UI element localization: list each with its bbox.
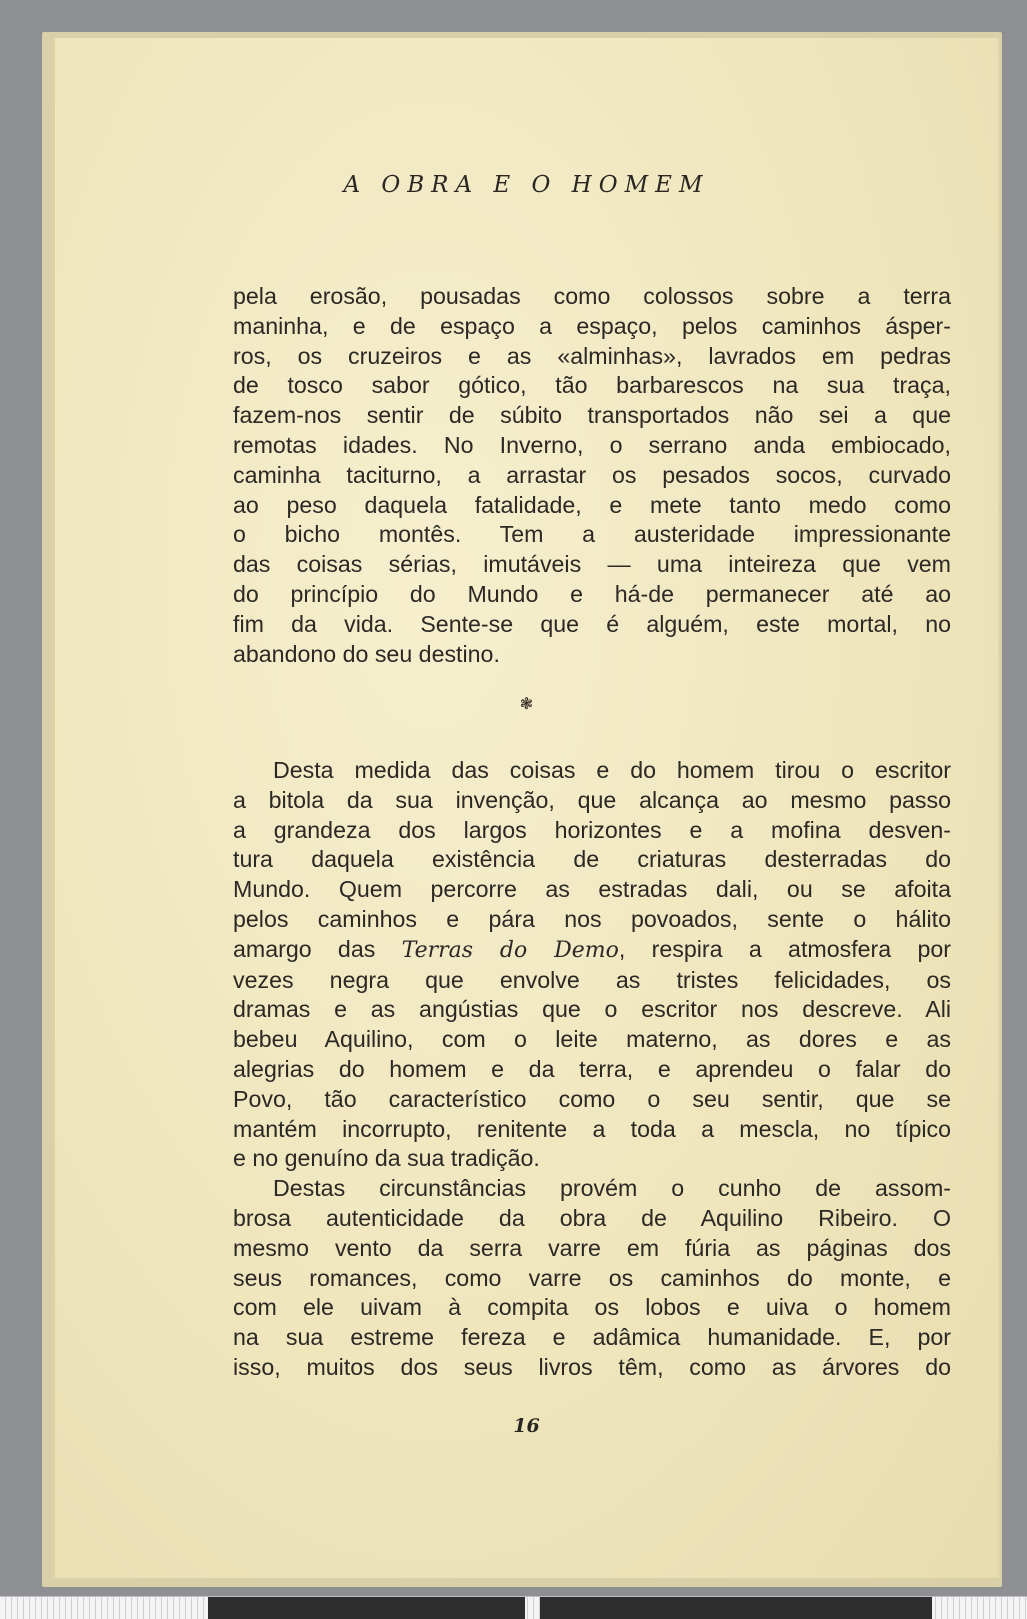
text-line: abandono do seu destino. bbox=[233, 640, 500, 667]
text-line: fazem-nos sentir de súbito transportados não sei a que bbox=[233, 402, 951, 429]
text-line: mesmo vento da serra varre em fúria as páginas dos bbox=[233, 1234, 951, 1261]
text-line: tura daquela existência de criaturas desterradas do bbox=[233, 846, 951, 873]
text-line: Mundo. Quem percorre as estradas dali, ou se afoita bbox=[233, 876, 951, 903]
text-line: Povo, tão característico como o seu sentir, que se bbox=[233, 1085, 951, 1112]
ruler-dark-segment bbox=[540, 1597, 932, 1619]
text-line: fim da vida. Sente-se que é alguém, este mortal, no bbox=[233, 610, 951, 637]
text-line: de tosco sabor gótico, tão barbarescos na sua traça, bbox=[233, 372, 951, 399]
book-title-italic: Terras do Demo bbox=[401, 937, 619, 963]
text-line: seus romances, como varre os caminhos do monte, e bbox=[233, 1264, 951, 1291]
text-line: vezes negra que envolve as tristes felicidades, os bbox=[233, 966, 951, 993]
text-line: a grandeza dos largos horizontes e a mofina desven- bbox=[233, 816, 951, 843]
text-line: pelos caminhos e pára nos povoados, sente o hálito bbox=[233, 905, 951, 932]
text-line: do princípio do Mundo e há-de permanecer até ao bbox=[233, 580, 951, 607]
paragraph-1 bbox=[233, 282, 951, 669]
text-line: das coisas sérias, imutáveis — uma inteireza que vem bbox=[233, 551, 951, 578]
text-fragment: , respira a atmosfera por bbox=[618, 935, 951, 962]
page-number: 16 bbox=[513, 1415, 540, 1437]
text-line: alegrias do homem e da terra, e aprendeu o falar do bbox=[233, 1055, 951, 1082]
ruler-dark-segment bbox=[208, 1597, 525, 1619]
text-line: e no genuíno da sua tradição. bbox=[233, 1145, 540, 1172]
running-head: A OBRA E O HOMEM bbox=[343, 172, 710, 198]
text-fragment: amargo das bbox=[233, 935, 402, 962]
text-line: ros, os cruzeiros e as «alminhas», lavrados em pedras bbox=[233, 342, 951, 369]
text-line: maninha, e de espaço a espaço, pelos caminhos ásper- bbox=[233, 312, 951, 339]
text-line: dramas e as angústias que o escritor nos descreve. Ali bbox=[233, 996, 951, 1023]
text-line: o bicho montês. Tem a austeridade impressionante bbox=[233, 521, 951, 548]
text-line: Desta medida das coisas e do homem tirou o escritor bbox=[273, 757, 951, 783]
text-line: ao peso daquela fatalidade, e mete tanto medo como bbox=[233, 491, 951, 518]
text-line: a bitola da sua invenção, que alcança ao mesmo passo bbox=[233, 786, 951, 813]
text-line: Destas circunstâncias provém o cunho de assom- bbox=[273, 1175, 951, 1202]
text-line: isso, muitos dos seus livros têm, como as árvores do bbox=[233, 1353, 951, 1380]
text-line: remotas idades. No Inverno, o serrano anda embiocado, bbox=[233, 431, 951, 458]
text-line: pela erosão, pousadas como colossos sobre a terra bbox=[233, 283, 951, 309]
text-line: mantém incorrupto, renitente a toda a mescla, no típico bbox=[233, 1115, 951, 1142]
paragraph-2 bbox=[233, 756, 951, 1383]
text-line: com ele uivam à compita os lobos e uiva o homem bbox=[233, 1294, 951, 1321]
text-line bbox=[233, 935, 951, 966]
scan-calibration-ruler bbox=[0, 1596, 1027, 1619]
section-ornament: ❃ bbox=[519, 694, 534, 713]
text-line: caminha taciturno, a arrastar os pesados socos, curvado bbox=[233, 461, 951, 488]
book-page bbox=[52, 38, 1000, 1578]
text-line: na sua estreme fereza e adâmica humanidade. E, por bbox=[233, 1324, 951, 1351]
text-line: bebeu Aquilino, com o leite materno, as dores e as bbox=[233, 1026, 951, 1053]
text-line: brosa autenticidade da obra de Aquilino Ribeiro. O bbox=[233, 1204, 951, 1231]
